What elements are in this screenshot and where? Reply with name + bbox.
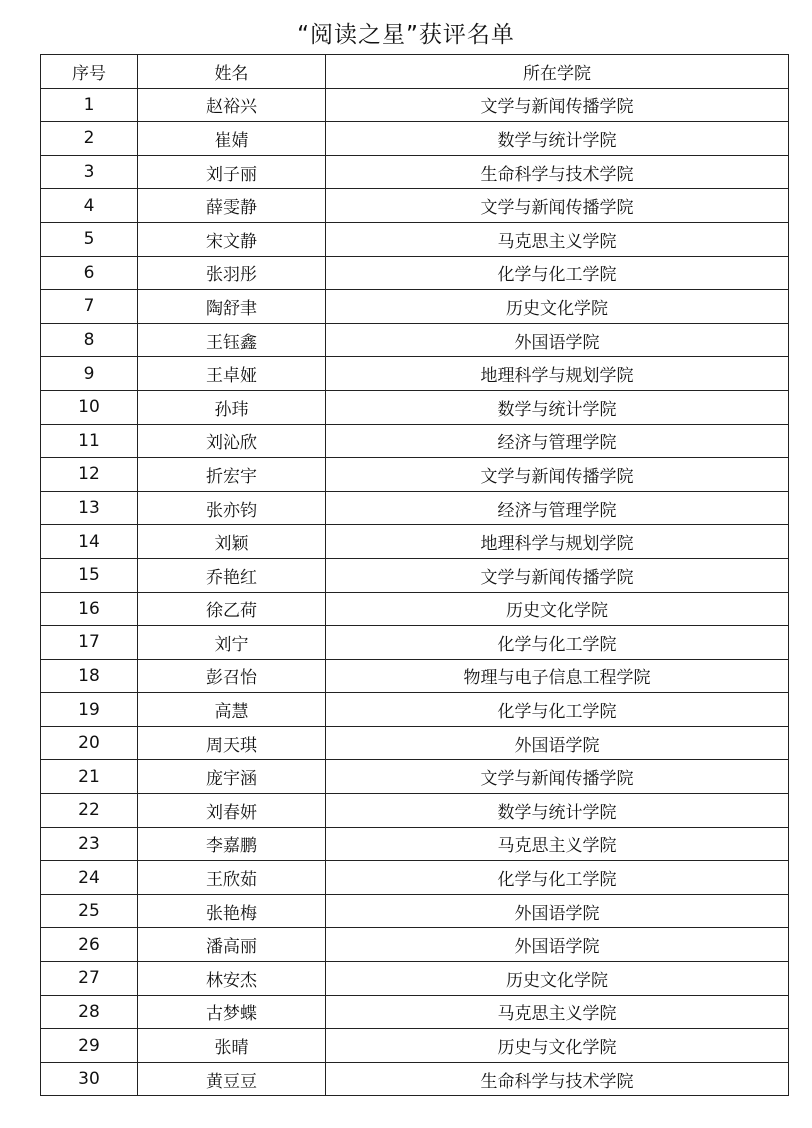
table-row bbox=[41, 122, 789, 156]
table-row bbox=[41, 626, 789, 660]
cell-college: 马克思主义学院 bbox=[326, 995, 789, 1029]
cell-name: 刘沁欣 bbox=[138, 424, 326, 458]
table-row bbox=[41, 88, 789, 122]
table-row bbox=[41, 1062, 789, 1096]
cell-number: 28 bbox=[41, 995, 138, 1029]
cell-college: 文学与新闻传播学院 bbox=[326, 189, 789, 223]
cell-college: 经济与管理学院 bbox=[326, 491, 789, 525]
cell-number: 16 bbox=[41, 592, 138, 626]
cell-college: 地理科学与规划学院 bbox=[326, 525, 789, 559]
cell-college: 生命科学与技术学院 bbox=[326, 155, 789, 189]
cell-college: 外国语学院 bbox=[326, 928, 789, 962]
cell-name: 刘颖 bbox=[138, 525, 326, 559]
cell-college: 化学与化工学院 bbox=[326, 626, 789, 660]
cell-college: 马克思主义学院 bbox=[326, 827, 789, 861]
table-row bbox=[41, 962, 789, 996]
award-list-table bbox=[40, 54, 789, 1096]
cell-college: 数学与统计学院 bbox=[326, 794, 789, 828]
cell-number: 24 bbox=[41, 861, 138, 895]
table-row bbox=[41, 458, 789, 492]
table-row bbox=[41, 424, 789, 458]
cell-college: 化学与化工学院 bbox=[326, 861, 789, 895]
cell-name: 赵裕兴 bbox=[138, 88, 326, 122]
cell-number: 10 bbox=[41, 390, 138, 424]
table-row bbox=[41, 525, 789, 559]
cell-name: 彭召怡 bbox=[138, 659, 326, 693]
cell-name: 张羽彤 bbox=[138, 256, 326, 290]
cell-name: 刘春妍 bbox=[138, 794, 326, 828]
cell-college: 历史文化学院 bbox=[326, 592, 789, 626]
cell-number: 3 bbox=[41, 155, 138, 189]
cell-number: 9 bbox=[41, 357, 138, 391]
cell-college: 马克思主义学院 bbox=[326, 222, 789, 256]
cell-number: 27 bbox=[41, 962, 138, 996]
cell-college: 化学与化工学院 bbox=[326, 693, 789, 727]
cell-college: 文学与新闻传播学院 bbox=[326, 558, 789, 592]
table-row bbox=[41, 1029, 789, 1063]
cell-name: 周天琪 bbox=[138, 726, 326, 760]
cell-number: 20 bbox=[41, 726, 138, 760]
cell-number: 12 bbox=[41, 458, 138, 492]
cell-college: 外国语学院 bbox=[326, 323, 789, 357]
cell-college: 生命科学与技术学院 bbox=[326, 1062, 789, 1096]
cell-college: 历史文化学院 bbox=[326, 962, 789, 996]
table-row bbox=[41, 928, 789, 962]
cell-number: 7 bbox=[41, 290, 138, 324]
cell-name: 庞宇涵 bbox=[138, 760, 326, 794]
table-body bbox=[41, 88, 789, 1096]
cell-college: 历史与文化学院 bbox=[326, 1029, 789, 1063]
cell-number: 22 bbox=[41, 794, 138, 828]
cell-number: 23 bbox=[41, 827, 138, 861]
cell-number: 8 bbox=[41, 323, 138, 357]
cell-college: 数学与统计学院 bbox=[326, 390, 789, 424]
cell-name: 潘高丽 bbox=[138, 928, 326, 962]
cell-college: 历史文化学院 bbox=[326, 290, 789, 324]
cell-name: 王钰鑫 bbox=[138, 323, 326, 357]
table-row bbox=[41, 290, 789, 324]
table-row bbox=[41, 256, 789, 290]
table-row bbox=[41, 323, 789, 357]
cell-name: 刘子丽 bbox=[138, 155, 326, 189]
table-row bbox=[41, 390, 789, 424]
cell-name: 孙玮 bbox=[138, 390, 326, 424]
cell-name: 陶舒聿 bbox=[138, 290, 326, 324]
cell-number: 2 bbox=[41, 122, 138, 156]
cell-college: 文学与新闻传播学院 bbox=[326, 88, 789, 122]
table-header-row bbox=[41, 55, 789, 89]
table-row bbox=[41, 558, 789, 592]
cell-name: 王卓娅 bbox=[138, 357, 326, 391]
cell-college: 文学与新闻传播学院 bbox=[326, 760, 789, 794]
table-row bbox=[41, 592, 789, 626]
cell-name: 徐乙荷 bbox=[138, 592, 326, 626]
cell-number: 14 bbox=[41, 525, 138, 559]
cell-name: 刘宁 bbox=[138, 626, 326, 660]
cell-number: 25 bbox=[41, 894, 138, 928]
cell-number: 21 bbox=[41, 760, 138, 794]
table-row bbox=[41, 693, 789, 727]
cell-college: 数学与统计学院 bbox=[326, 122, 789, 156]
table-row bbox=[41, 760, 789, 794]
column-header-name: 姓名 bbox=[138, 55, 326, 89]
cell-number: 6 bbox=[41, 256, 138, 290]
cell-number: 19 bbox=[41, 693, 138, 727]
cell-college: 经济与管理学院 bbox=[326, 424, 789, 458]
cell-name: 张晴 bbox=[138, 1029, 326, 1063]
cell-number: 29 bbox=[41, 1029, 138, 1063]
cell-name: 黄豆豆 bbox=[138, 1062, 326, 1096]
table-row bbox=[41, 894, 789, 928]
cell-name: 古梦蝶 bbox=[138, 995, 326, 1029]
cell-name: 乔艳红 bbox=[138, 558, 326, 592]
cell-college: 外国语学院 bbox=[326, 894, 789, 928]
table-row bbox=[41, 794, 789, 828]
cell-number: 15 bbox=[41, 558, 138, 592]
table-row bbox=[41, 155, 789, 189]
cell-number: 26 bbox=[41, 928, 138, 962]
cell-number: 1 bbox=[41, 88, 138, 122]
table-row bbox=[41, 659, 789, 693]
table-row bbox=[41, 726, 789, 760]
table-row bbox=[41, 357, 789, 391]
cell-name: 崔婧 bbox=[138, 122, 326, 156]
cell-college: 物理与电子信息工程学院 bbox=[326, 659, 789, 693]
cell-college: 地理科学与规划学院 bbox=[326, 357, 789, 391]
cell-college: 外国语学院 bbox=[326, 726, 789, 760]
table-row bbox=[41, 995, 789, 1029]
cell-number: 4 bbox=[41, 189, 138, 223]
cell-name: 林安杰 bbox=[138, 962, 326, 996]
table-row bbox=[41, 827, 789, 861]
cell-name: 宋文静 bbox=[138, 222, 326, 256]
cell-number: 11 bbox=[41, 424, 138, 458]
cell-name: 张亦钧 bbox=[138, 491, 326, 525]
table-row bbox=[41, 861, 789, 895]
cell-name: 折宏宇 bbox=[138, 458, 326, 492]
cell-name: 张艳梅 bbox=[138, 894, 326, 928]
page-title: “阅读之星”获评名单 bbox=[297, 22, 515, 48]
cell-name: 高慧 bbox=[138, 693, 326, 727]
cell-number: 30 bbox=[41, 1062, 138, 1096]
cell-name: 李嘉鹏 bbox=[138, 827, 326, 861]
table-row bbox=[41, 189, 789, 223]
cell-number: 5 bbox=[41, 222, 138, 256]
table-row bbox=[41, 491, 789, 525]
cell-number: 13 bbox=[41, 491, 138, 525]
cell-name: 王欣茹 bbox=[138, 861, 326, 895]
column-header-college: 所在学院 bbox=[326, 55, 789, 89]
cell-number: 18 bbox=[41, 659, 138, 693]
cell-college: 文学与新闻传播学院 bbox=[326, 458, 789, 492]
column-header-number: 序号 bbox=[41, 55, 138, 89]
cell-number: 17 bbox=[41, 626, 138, 660]
cell-college: 化学与化工学院 bbox=[326, 256, 789, 290]
cell-name: 薛雯静 bbox=[138, 189, 326, 223]
table-row bbox=[41, 222, 789, 256]
